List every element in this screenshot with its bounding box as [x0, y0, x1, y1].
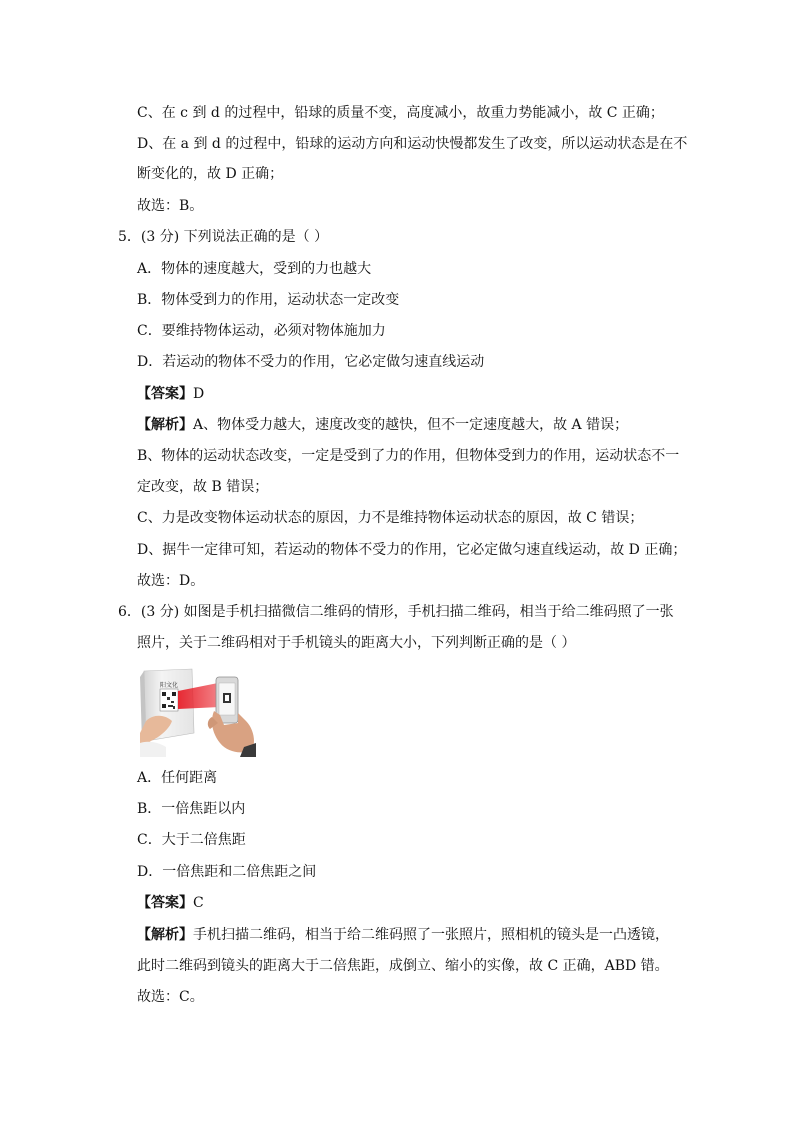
question-6-stem: 6．(3 分) 如图是手机扫描微信二维码的情形，手机扫描二维码，相当于给二维码照了一张: [118, 604, 674, 620]
text-line: 故选：C。: [137, 989, 204, 1005]
question-5-option-a: A．物体的速度越大，受到的力也越大: [137, 261, 372, 277]
question-5-answer: [137, 384, 204, 404]
analysis-tag: 【解析】: [137, 927, 193, 943]
question-6-option-b: B．一倍焦距以内: [137, 801, 246, 817]
text-line: 此时二维码到镜头的距离大于二倍焦距，成倒立、缩小的实像，故 C 正确，ABD 错。: [137, 958, 669, 974]
qr-scan-illustration: [140, 663, 256, 757]
text-line: 定改变，故 B 错误；: [137, 479, 269, 495]
box-label: 阳文化: [159, 682, 179, 689]
question-5-option-d: D．若运动的物体不受力的作用，它必定做匀速直线运动: [137, 354, 485, 370]
text-line: 断变化的，故 D 正确；: [137, 166, 284, 182]
question-5-analysis: [137, 415, 628, 435]
question-5-stem: 5．(3 分) 下列说法正确的是（ ）: [118, 229, 329, 245]
text-line: B、物体的运动状态改变，一定是受到了力的作用，但物体受到力的作用，运动状态不一: [137, 448, 680, 464]
text-line: C、力是改变物体运动状态的原因，力不是维持物体运动状态的原因，故 C 错误；: [137, 510, 644, 526]
answer-value: D: [193, 386, 205, 402]
question-5-option-b: B．物体受到力的作用，运动状态一定改变: [137, 292, 400, 308]
analysis-tag: 【解析】: [137, 417, 193, 433]
question-6-stem-cont: 照片，关于二维码相对于手机镜头的距离大小，下列判断正确的是（ ）: [137, 635, 576, 651]
question-6-option-c: C．大于二倍焦距: [137, 832, 246, 848]
answer-tag: 【答案】: [137, 895, 193, 911]
answer-value: C: [193, 895, 204, 911]
question-6-answer: [137, 893, 204, 913]
phone-scanning-qr-code-photo: [140, 663, 256, 757]
text-line: D、据牛一定律可知，若运动的物体不受力的作用，它必定做匀速直线运动，故 D 正确；: [137, 542, 687, 558]
question-6-option-a: A．任何距离: [137, 770, 218, 786]
text-line: 故选：D。: [137, 573, 205, 589]
question-6-analysis: [137, 925, 669, 945]
question-5-option-c: C．要维持物体运动，必须对物体施加力: [137, 323, 386, 339]
text-line: D、在 a 到 d 的过程中，铅球的运动方向和运动快慢都发生了改变，所以运动状态是在不: [137, 136, 688, 152]
answer-tag: 【答案】: [137, 386, 193, 402]
analysis-text: 手机扫描二维码，相当于给二维码照了一张照片，照相机的镜头是一凸透镜，: [193, 927, 669, 943]
text-line: C、在 c 到 d 的过程中，铅球的质量不变，高度减小，故重力势能减小，故 C 正确；: [137, 105, 664, 121]
text-line: 故选：B。: [137, 198, 204, 214]
analysis-text: A、物体受力越大，速度改变的越快，但不一定速度越大，故 A 错误；: [193, 417, 629, 433]
question-6-option-d: D．一倍焦距和二倍焦距之间: [137, 864, 317, 880]
